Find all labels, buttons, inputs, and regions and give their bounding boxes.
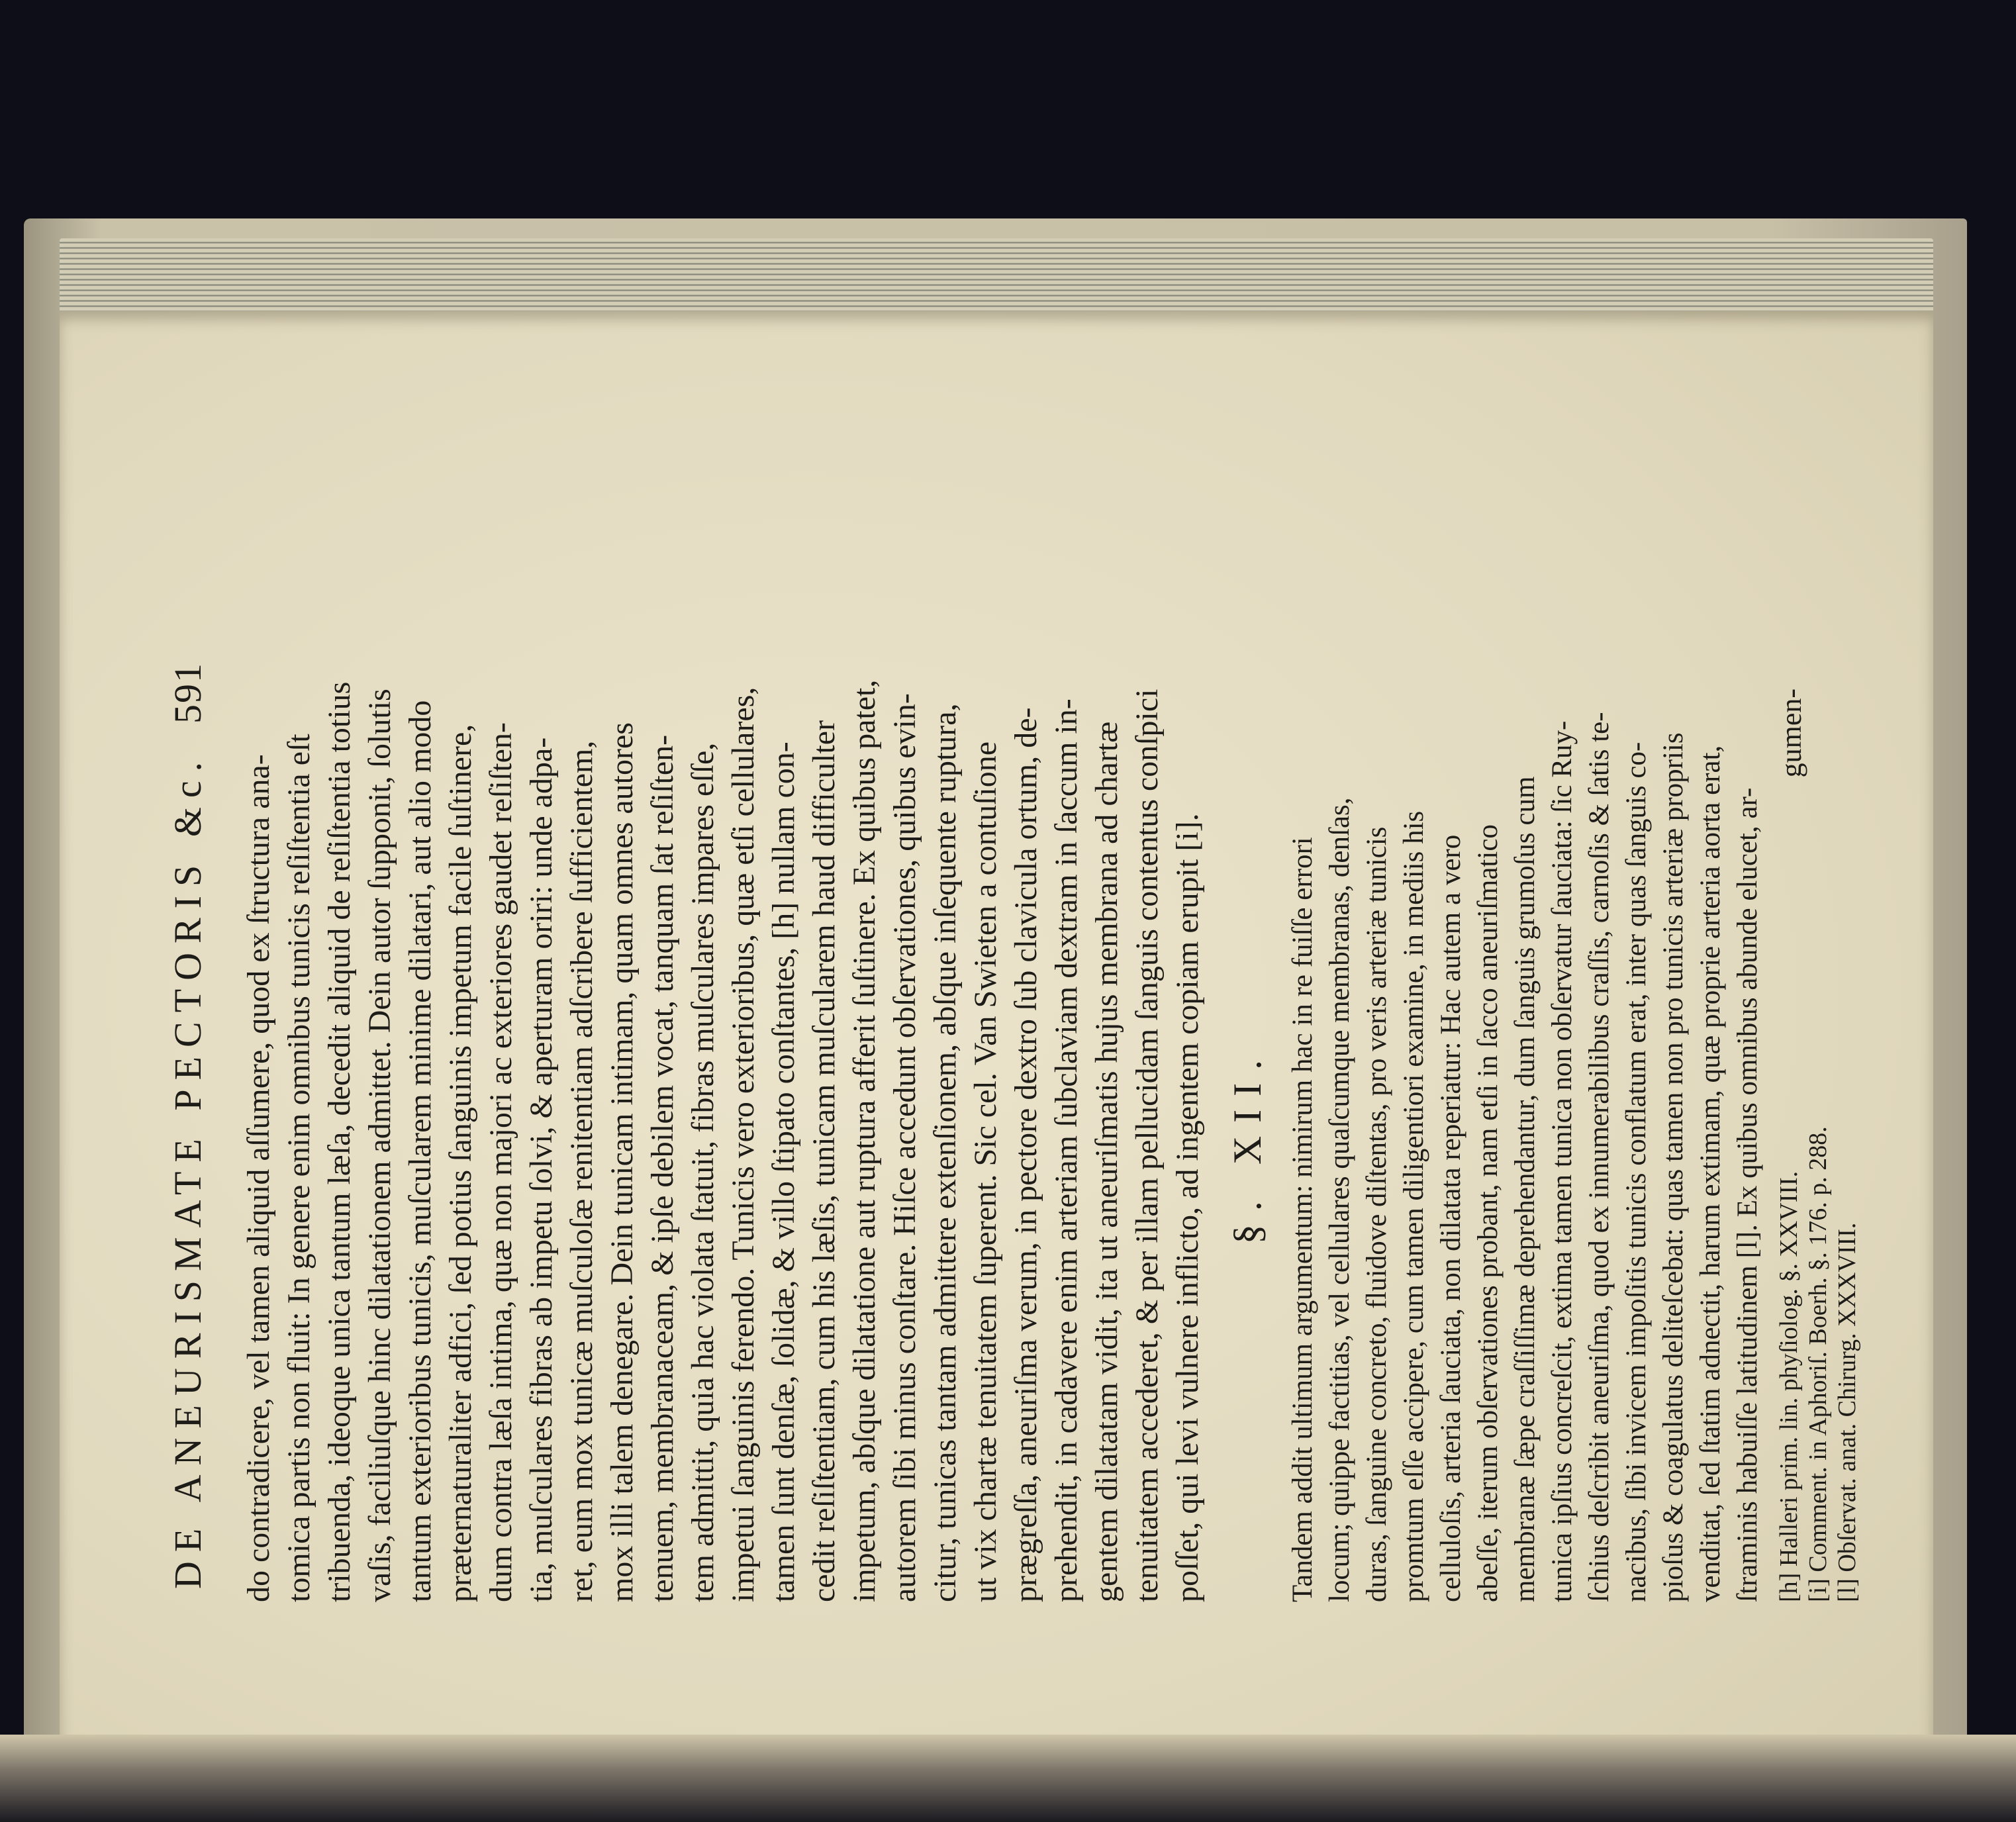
text-line: membranæ ſæpe craſſiſſimæ deprehendantur, dum ſanguis grumoſus cum <box>1510 776 1541 1602</box>
paragraph-2 <box>1284 689 1766 1602</box>
text-line: mox illi talem denegare. Dein tunicam intimam, quam omnes autores <box>604 722 640 1602</box>
text-line: celluloſis, arteria ſauciata, non dilatata reperiatur: Hac autem a vero <box>1435 834 1466 1602</box>
footnote-l: [l] Obſervat. anat. Chirurg. XXXVIII. <box>1833 1222 1861 1602</box>
paragraph-1 <box>238 679 1208 1602</box>
text-line: Tandem addit ultimum argumentum: nimirum hac in re fuiſſe errori <box>1287 837 1318 1602</box>
text-line: tamen ſunt denſæ, ſolidæ, & villo ſtipato conſtantes, [h] nullam con- <box>766 742 801 1602</box>
rotated-text-block <box>166 662 1861 1602</box>
text-line: tenuem, membranaceam, & ipſe debilem vocat, tanquam ſat reſiſten- <box>645 734 680 1602</box>
text-line: tia, muſculares fibras ab impetu ſolvi, & aperturam oriri: unde adpa- <box>524 737 559 1602</box>
text-line: vaſis, faciliuſque hinc dilatationem admittet. Dein autor ſupponit, ſolutis <box>362 689 397 1602</box>
text-line: tenuitatem accederet, & per illam pellucidam ſanguis contentus conſpici <box>1129 689 1165 1602</box>
text-line: do contradicere, vel tamen aliquid aſſumere, quod ex ſtructura ana- <box>241 754 276 1602</box>
text-line: poſſet, qui levi vulnere inflicto, ad ingentem copiam erupit [i]. <box>1170 813 1205 1602</box>
text-line: ſchius deſcribit aneuriſma, quod ex innumerabilibus craſſis, carnoſis & ſatis te- <box>1584 712 1615 1602</box>
text-line: abeſſe, iterum obſervationes probant, nam etſi in ſacco aneuriſmatico <box>1472 824 1504 1602</box>
text-line: nacibus, ſibi invicem impoſitis tunicis conflatum erat, inter quas ſanguis co- <box>1621 742 1652 1602</box>
text-line: locum; quippe factitias, vel cellulares quaſcumque membranas, denſas, <box>1324 797 1355 1602</box>
text-line: cedit reſiſtentiam, cum his læſis, tunicam muſcularem haud difficulter <box>806 720 841 1602</box>
text-line: promtum eſſe accipere, cum tamen diligentiori examine, in mediis his <box>1398 810 1429 1602</box>
page-number: 591 <box>166 662 209 724</box>
text-line: autorem ſibi minus conſtare. Hiſce accedunt obſervationes, quibus evin- <box>887 693 922 1602</box>
running-title: DE ANEURISMATE PECTORIS &c. <box>166 752 209 1589</box>
text-line: venditat, ſed ſtatim adnectit, harum extimam, quæ proprie arteria aorta erat, <box>1695 745 1726 1602</box>
text-line: duras, ſanguine concreto, fluidove diſtentas, pro veris arteriæ tunicis <box>1361 826 1392 1602</box>
text-line: tantum exterioribus tunicis, muſcularem minime dilatari, aut alio modo <box>403 700 438 1602</box>
footnote-i: [i] Comment. in Aphoriſ. Boerh. §. 176. p. 288. <box>1804 1126 1832 1602</box>
text-line: ret, eum mox tunicæ muſculoſæ renitentiam adſcribere ſufficientem, <box>564 740 599 1602</box>
text-line: tribuenda, ideoque unica tantum læſa, decedit aliquid de reſiſtentia totius <box>322 681 357 1602</box>
text-line: ut vix chartæ tenuitatem ſuperent. Sic cel. Van Swieten a contuſione <box>968 741 1003 1602</box>
catchword: gumen- <box>1775 689 1807 778</box>
text-line: pioſus & coagulatus deliteſcebat: quas tamen non pro tunicis arteriæ propriis <box>1658 732 1689 1602</box>
text-line: gentem dilatatam vidit, ita ut aneuriſmatis hujus membrana ad chartæ <box>1089 721 1124 1602</box>
text-line: impetui ſanguinis ferendo. Tunicis vero exterioribus, quæ etſi cellulares, <box>726 687 761 1602</box>
text-line: citur, tunicas tantam admittere extenſionem, abſque inſequente ruptura, <box>928 703 963 1602</box>
text-line: tomica partis non fluit: In genere enim omnibus tunicis reſiſtentia eſt <box>281 734 316 1602</box>
text-line: prehendit, in cadavere enim arteriam ſubclaviam dextram in ſaccum in- <box>1049 698 1084 1602</box>
book-gutter <box>0 1735 2016 1822</box>
text-line: præternaturaliter adfici, ſed potius ſanguinis impetum facile ſuſtinere, <box>443 724 478 1602</box>
page-header <box>166 662 218 1602</box>
text-line: tunica ipſius concreſcit, extima tamen tunica non obſervatur ſauciata: ſic Ruy- <box>1547 720 1578 1602</box>
text-line: dum contra læſa intima, quæ non majori ac exteriores gaudet reſiſten- <box>483 722 518 1602</box>
text-line: impetum, abſque dilatatione aut ruptura afferit ſuſtinere. Ex quibus patet, <box>847 679 882 1602</box>
footnote-h: [h] Halleri prim. lin. phyſiolog. §. XXVIII. <box>1775 1171 1803 1602</box>
section-heading: §. XII. <box>1225 1046 1269 1245</box>
text-line: prægreſſa, aneuriſma verum, in pectore dextro ſub clavicula ortum, de- <box>1008 707 1043 1602</box>
text-line: ſtraminis habuiſſe latitudinem [l]. Ex quibus omnibus abunde elucet, ar- <box>1732 787 1763 1602</box>
text-line: tem admittit, quia hac violata ſtatuit, fibras muſculares impares eſſe, <box>685 742 720 1602</box>
footnotes <box>1774 689 1862 1602</box>
